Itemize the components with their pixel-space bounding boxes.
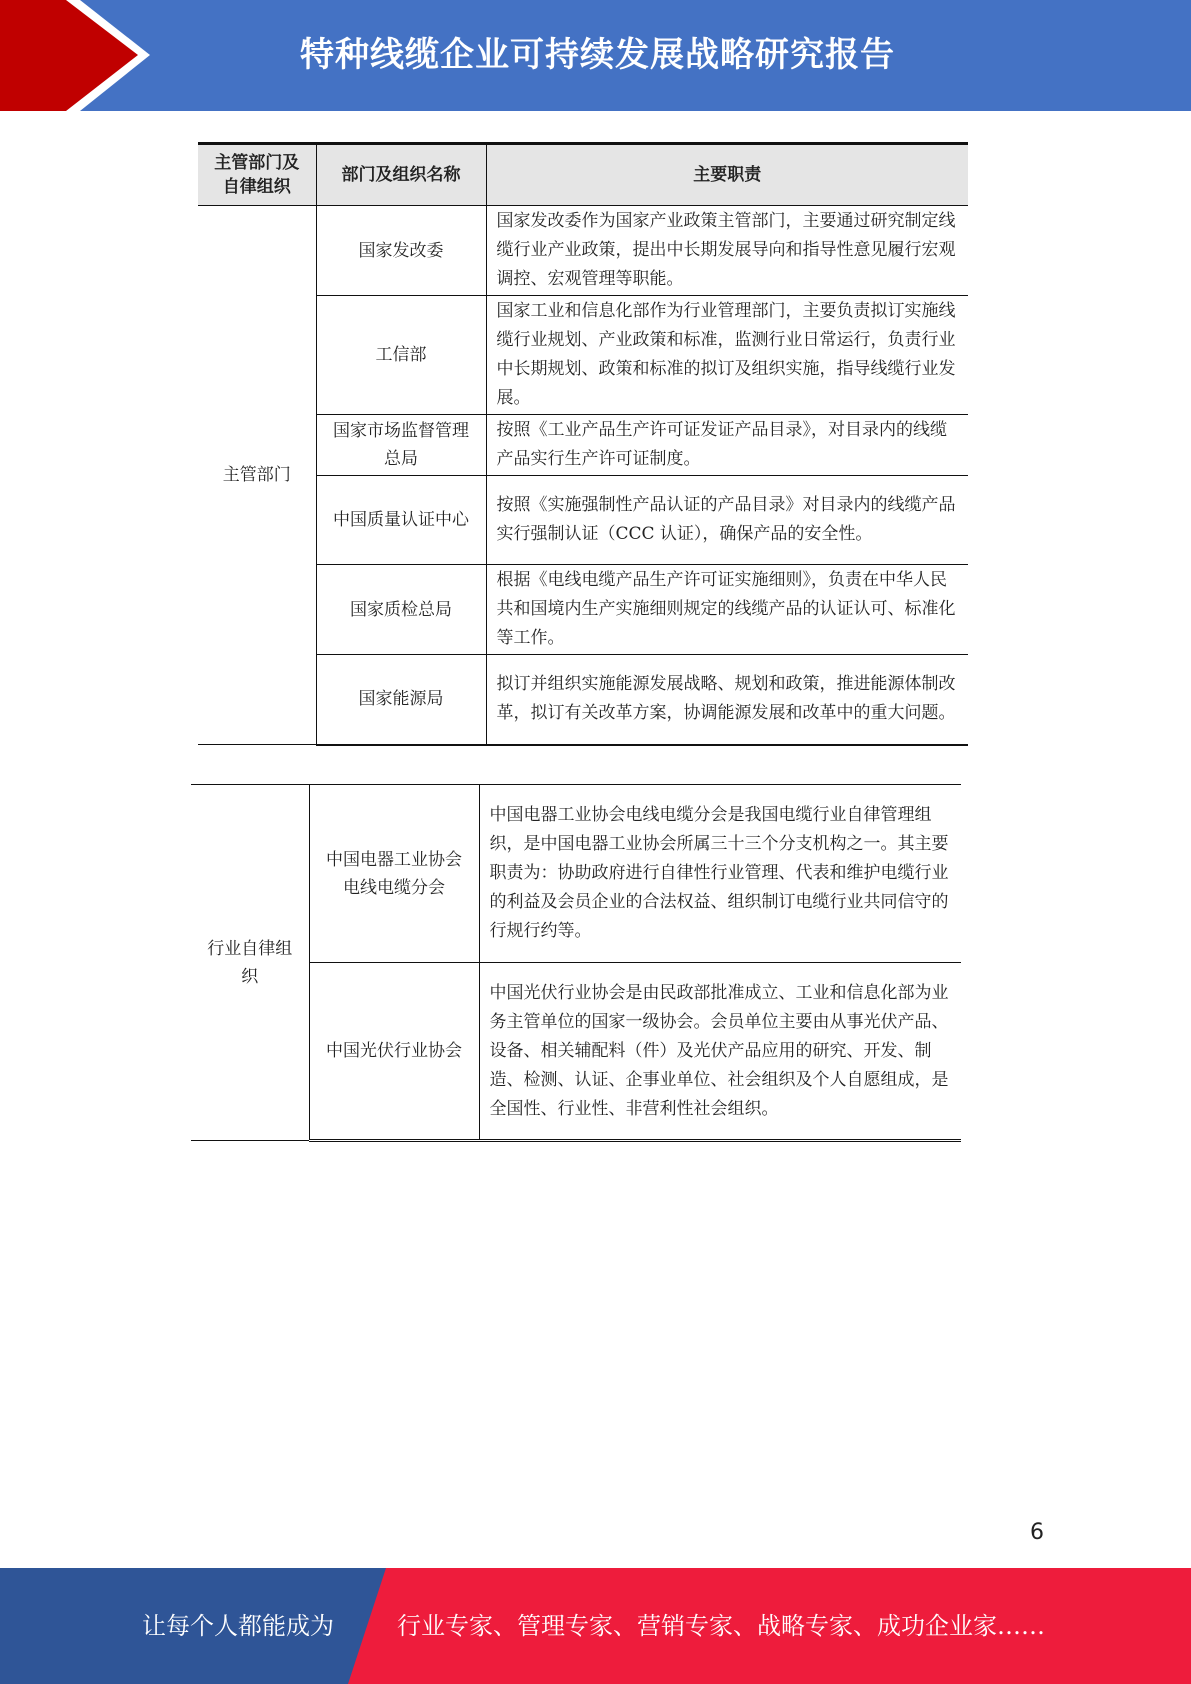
group-cell-self-regulatory: 行业自律组织	[191, 785, 309, 1141]
page-header	[0, 0, 1191, 111]
header-cell-category: 主管部门及自律组织	[198, 144, 316, 206]
authorities-table	[198, 142, 968, 746]
duty-cell: 中国电器工业协会电线电缆分会是我国电缆行业自律管理组织，是中国电器工业协会所属三十三个分支机构之一。其主要职责为：协助政府进行自律性行业管理、代表和维护电缆行业的利益及会员企业的合法权益、组织制订电缆行业共同信守的行规行约等。	[479, 785, 961, 963]
self-regulatory-table	[191, 784, 961, 1142]
org-name-cell: 中国光伏行业协会	[309, 963, 479, 1141]
duty-cell: 按照《工业产品生产许可证发证产品目录》，对目录内的线缆产品实行生产许可证制度。	[486, 415, 968, 476]
org-name-cell: 中国质量认证中心	[316, 476, 486, 565]
page-number: 6	[1030, 1520, 1044, 1545]
org-name-cell: 国家市场监督管理总局	[316, 415, 486, 476]
duty-cell: 按照《实施强制性产品认证的产品目录》对目录内的线缆产品实行强制认证（CCC 认证），确保产品的安全性。	[486, 476, 968, 565]
group-cell-authorities: 主管部门	[198, 206, 316, 745]
org-name-cell: 中国电器工业协会电线电缆分会	[309, 785, 479, 963]
org-name-cell: 国家能源局	[316, 655, 486, 745]
footer-slogan-left: 让每个人都能成为	[142, 1612, 334, 1640]
org-name-cell: 国家发改委	[316, 206, 486, 296]
page-footer	[0, 1568, 1191, 1684]
header-chevron-icon	[0, 0, 138, 111]
footer-slogan-right: 行业专家、管理专家、营销专家、战略专家、成功企业家……	[397, 1612, 1045, 1640]
table-header-row	[198, 144, 968, 206]
duty-cell: 根据《电线电缆产品生产许可证实施细则》，负责在中华人民共和国境内生产实施细则规定的线缆产品的认证认可、标准化等工作。	[486, 565, 968, 655]
duty-cell: 拟订并组织实施能源发展战略、规划和政策，推进能源体制改革，拟订有关改革方案，协调能源发展和改革中的重大问题。	[486, 655, 968, 745]
duty-cell: 国家工业和信息化部作为行业管理部门，主要负责拟订实施线缆行业规划、产业政策和标准，监测行业日常运行，负责行业中长期规划、政策和标准的拟订及组织实施，指导线缆行业发展。	[486, 296, 968, 415]
duty-cell: 国家发改委作为国家产业政策主管部门，主要通过研究制定线缆行业产业政策，提出中长期发展导向和指导性意见履行宏观调控、宏观管理等职能。	[486, 206, 968, 296]
header-cell-duty: 主要职责	[486, 144, 968, 206]
table-row	[191, 785, 961, 963]
header-cell-name: 部门及组织名称	[316, 144, 486, 206]
report-title: 特种线缆企业可持续发展战略研究报告	[300, 35, 895, 75]
org-name-cell: 工信部	[316, 296, 486, 415]
duty-cell: 中国光伏行业协会是由民政部批准成立、工业和信息化部为业务主管单位的国家一级协会。会员单位主要由从事光伏产品、设备、相关辅配料（件）及光伏产品应用的研究、开发、制造、检测、认证、企事业单位、社会组织及个人自愿组成，是全国性、行业性、非营利性社会组织。	[479, 963, 961, 1141]
org-name-cell: 国家质检总局	[316, 565, 486, 655]
table-row	[198, 206, 968, 296]
